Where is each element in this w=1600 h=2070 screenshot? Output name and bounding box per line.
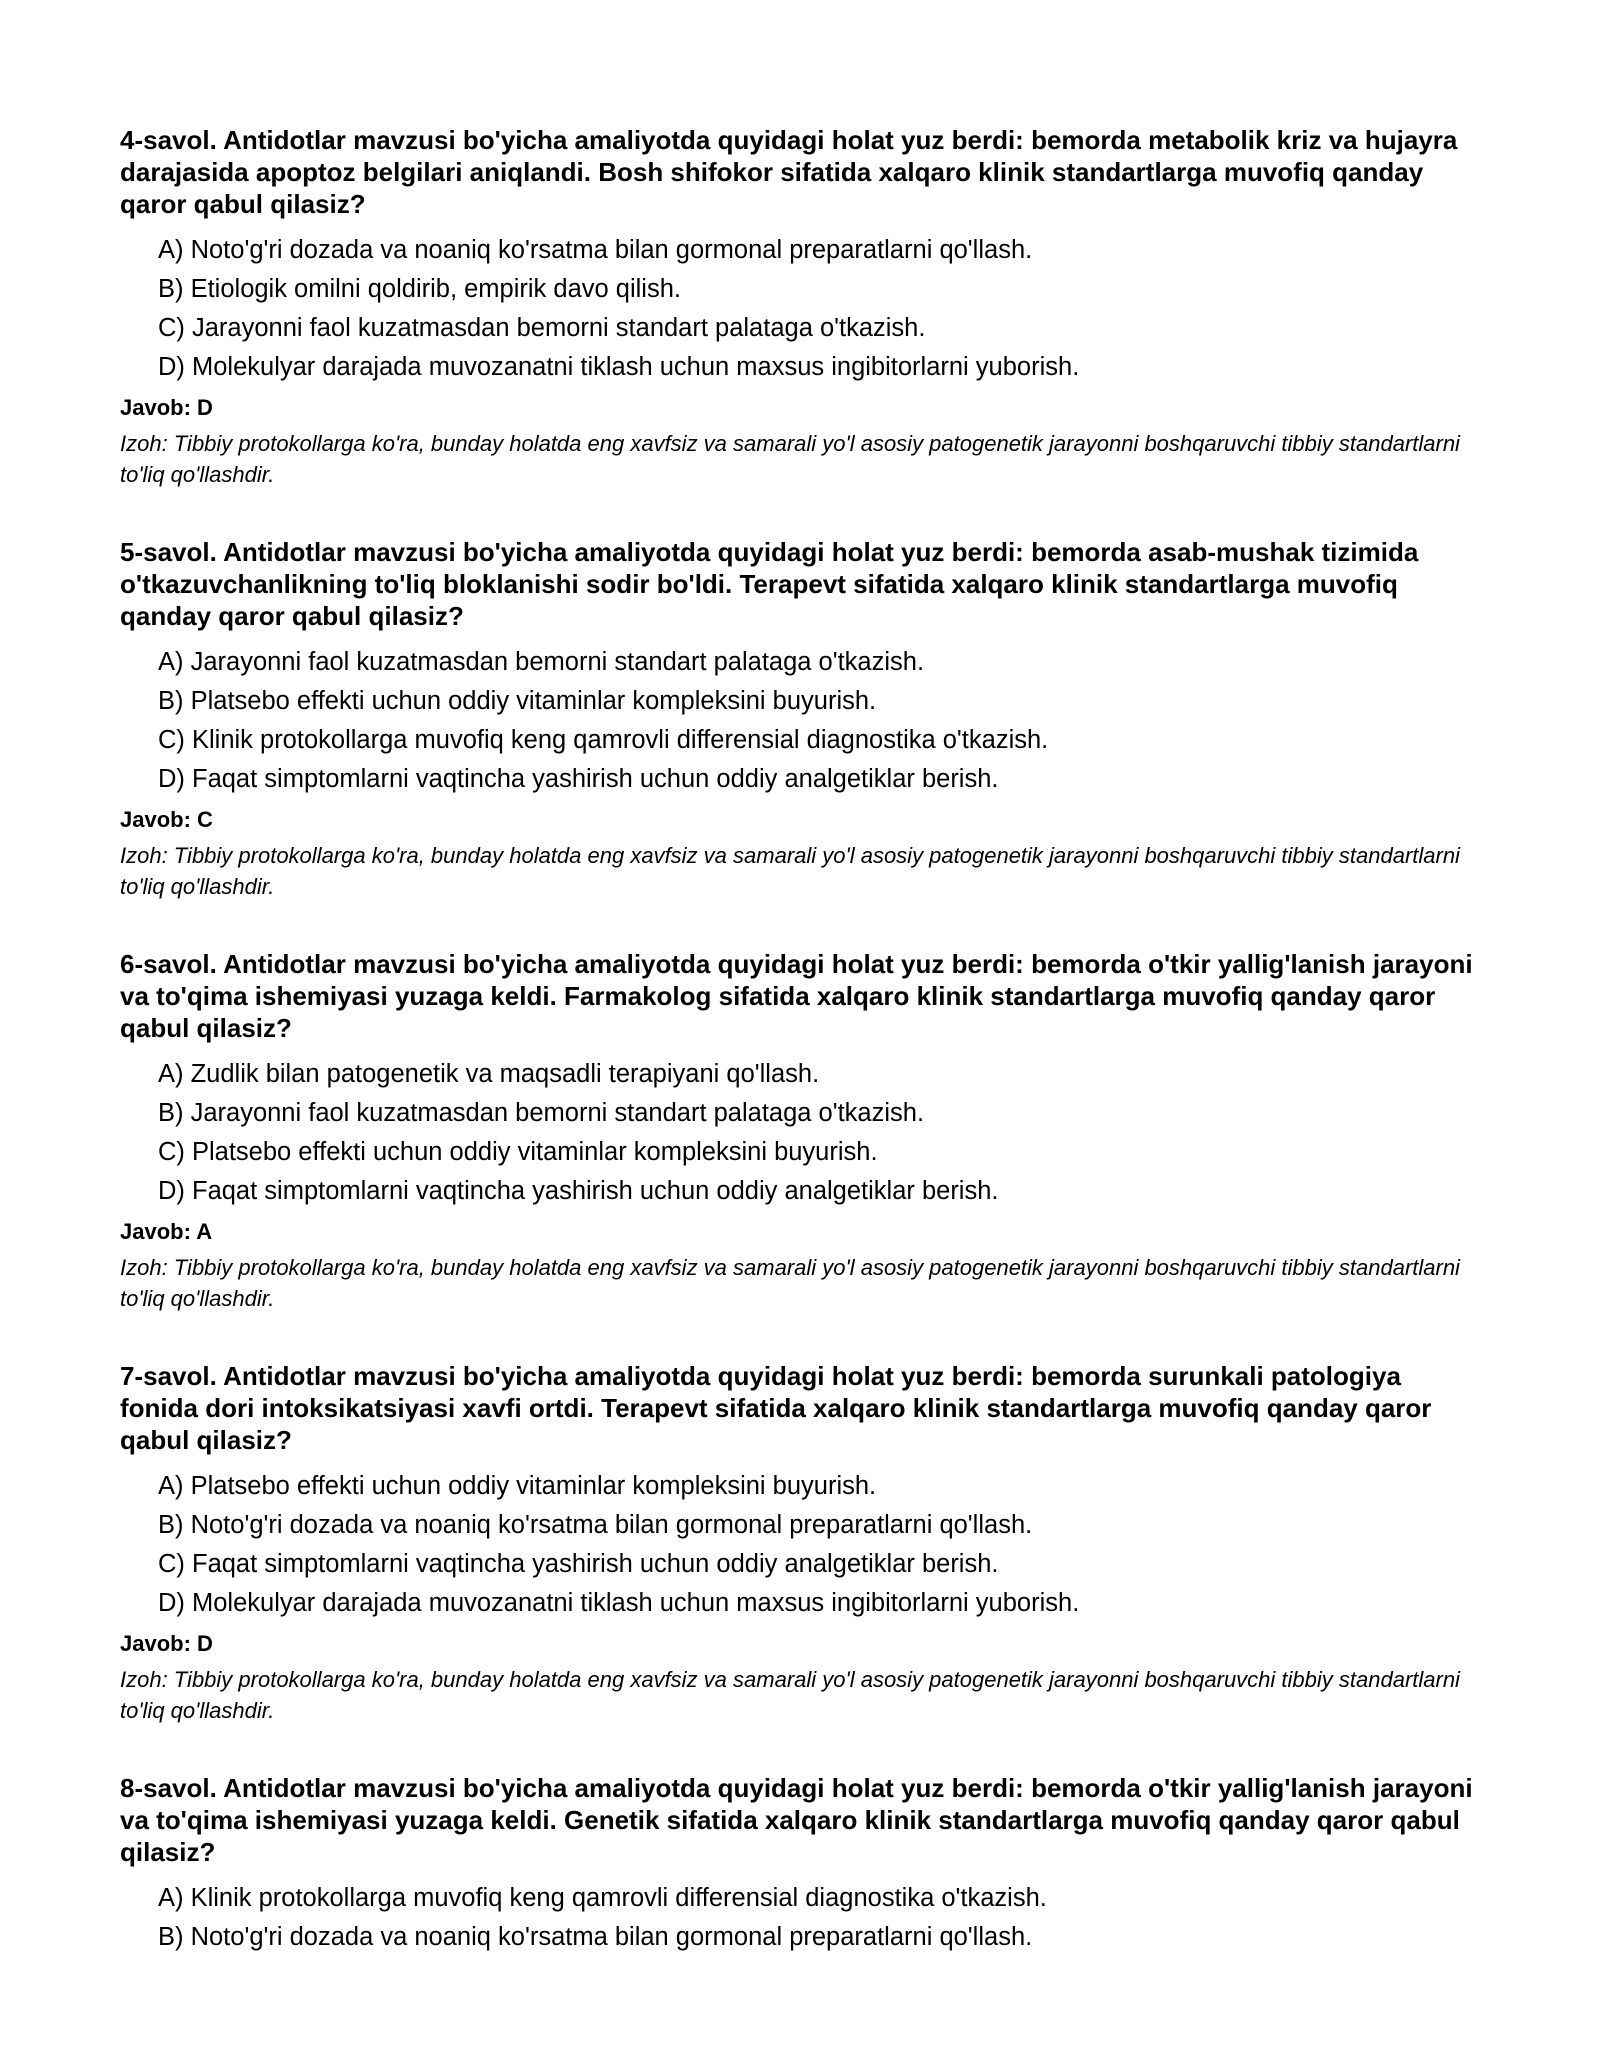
question-6 (120, 948, 1480, 1314)
option-b: B) Noto'g'ri dozada va noaniq ko'rsatma bilan gormonal preparatlarni qo'llash. (158, 1511, 1033, 1539)
option-c: C) Jarayonni faol kuzatmasdan bemorni standart palataga o'tkazish. (158, 314, 926, 342)
answer: Javob: C (120, 807, 213, 832)
question-4 (120, 124, 1480, 490)
answer: Javob: D (120, 395, 213, 420)
question-title: 4-savol. Antidotlar mavzusi bo'yicha amaliyotda quyidagi holat yuz berdi: bemorda metabolik kriz va hujayra darajasida apoptoz belgilari aniqlandi. Bosh shifokor sifatida xalqaro klinik standartlarga muvofiq qanday qaror qabul qilasiz? (120, 125, 1458, 219)
question-8 (120, 1772, 1480, 1957)
options-list (120, 231, 1480, 387)
question-title: 6-savol. Antidotlar mavzusi bo'yicha amaliyotda quyidagi holat yuz berdi: bemorda o'tkir yallig'lanish jarayoni va to'qima ishemiyasi yuzaga keldi. Farmakolog sifatida xalqaro klinik standartlarga muvofiq qanday qaror qabul qilasiz? (120, 949, 1473, 1043)
question-7 (120, 1360, 1480, 1726)
question-5 (120, 536, 1480, 902)
options-list (120, 1467, 1480, 1623)
option-b: B) Platsebo effekti uchun oddiy vitaminlar kompleksini buyurish. (158, 687, 877, 715)
explanation-note: Izoh: Tibbiy protokollarga ko'ra, bunday holatda eng xavfsiz va samarali yo'l asosiy patogenetik jarayonni boshqaruvchi tibbiy standartlarni to'liq qo'llashdir. (120, 1255, 1460, 1311)
options-list (120, 1055, 1480, 1211)
option-d: D) Molekulyar darajada muvozanatni tiklash uchun maxsus ingibitorlarni yuborish. (158, 1589, 1080, 1617)
option-b: B) Etiologik omilni qoldirib, empirik davo qilish. (158, 275, 681, 303)
answer: Javob: A (120, 1219, 213, 1244)
question-title: 5-savol. Antidotlar mavzusi bo'yicha amaliyotda quyidagi holat yuz berdi: bemorda asab-mushak tizimida o'tkazuvchanlikning to'liq bloklanishi sodir bo'ldi. Terapevt sifatida xalqaro klinik standartlarga muvofiq qanday qaror qabul qilasiz? (120, 537, 1419, 631)
option-c: C) Klinik protokollarga muvofiq keng qamrovli differensial diagnostika o'tkazish. (158, 726, 1049, 754)
option-c: C) Faqat simptomlarni vaqtincha yashirish uchun oddiy analgetiklar berish. (158, 1550, 999, 1578)
answer: Javob: D (120, 1631, 213, 1656)
options-list (120, 643, 1480, 799)
explanation-note: Izoh: Tibbiy protokollarga ko'ra, bunday holatda eng xavfsiz va samarali yo'l asosiy patogenetik jarayonni boshqaruvchi tibbiy standartlarni to'liq qo'llashdir. (120, 843, 1460, 899)
option-a: A) Platsebo effekti uchun oddiy vitaminlar kompleksini buyurish. (158, 1472, 877, 1500)
option-b: B) Noto'g'ri dozada va noaniq ko'rsatma bilan gormonal preparatlarni qo'llash. (158, 1923, 1033, 1951)
explanation-note: Izoh: Tibbiy protokollarga ko'ra, bunday holatda eng xavfsiz va samarali yo'l asosiy patogenetik jarayonni boshqaruvchi tibbiy standartlarni to'liq qo'llashdir. (120, 1667, 1460, 1723)
option-d: D) Faqat simptomlarni vaqtincha yashirish uchun oddiy analgetiklar berish. (158, 765, 999, 793)
options-list (120, 1879, 1480, 1957)
option-c: C) Platsebo effekti uchun oddiy vitaminlar kompleksini buyurish. (158, 1138, 878, 1166)
question-title: 8-savol. Antidotlar mavzusi bo'yicha amaliyotda quyidagi holat yuz berdi: bemorda o'tkir yallig'lanish jarayoni va to'qima ishemiyasi yuzaga keldi. Genetik sifatida xalqaro klinik standartlarga muvofiq qanday qaror qabul qilasiz? (120, 1773, 1473, 1867)
explanation-note: Izoh: Tibbiy protokollarga ko'ra, bunday holatda eng xavfsiz va samarali yo'l asosiy patogenetik jarayonni boshqaruvchi tibbiy standartlarni to'liq qo'llashdir. (120, 431, 1460, 487)
option-d: D) Faqat simptomlarni vaqtincha yashirish uchun oddiy analgetiklar berish. (158, 1177, 999, 1205)
option-a: A) Noto'g'ri dozada va noaniq ko'rsatma bilan gormonal preparatlarni qo'llash. (158, 236, 1033, 264)
option-a: A) Zudlik bilan patogenetik va maqsadli terapiyani qo'llash. (158, 1060, 820, 1088)
option-a: A) Klinik protokollarga muvofiq keng qamrovli differensial diagnostika o'tkazish. (158, 1884, 1047, 1912)
option-b: B) Jarayonni faol kuzatmasdan bemorni standart palataga o'tkazish. (158, 1099, 925, 1127)
option-a: A) Jarayonni faol kuzatmasdan bemorni standart palataga o'tkazish. (158, 648, 925, 676)
question-title: 7-savol. Antidotlar mavzusi bo'yicha amaliyotda quyidagi holat yuz berdi: bemorda surunkali patologiya fonida dori intoksikatsiyasi xavfi ortdi. Terapevt sifatida xalqaro klinik standartlarga muvofiq qanday qaror qabul qilasiz? (120, 1361, 1432, 1455)
option-d: D) Molekulyar darajada muvozanatni tiklash uchun maxsus ingibitorlarni yuborish. (158, 353, 1080, 381)
